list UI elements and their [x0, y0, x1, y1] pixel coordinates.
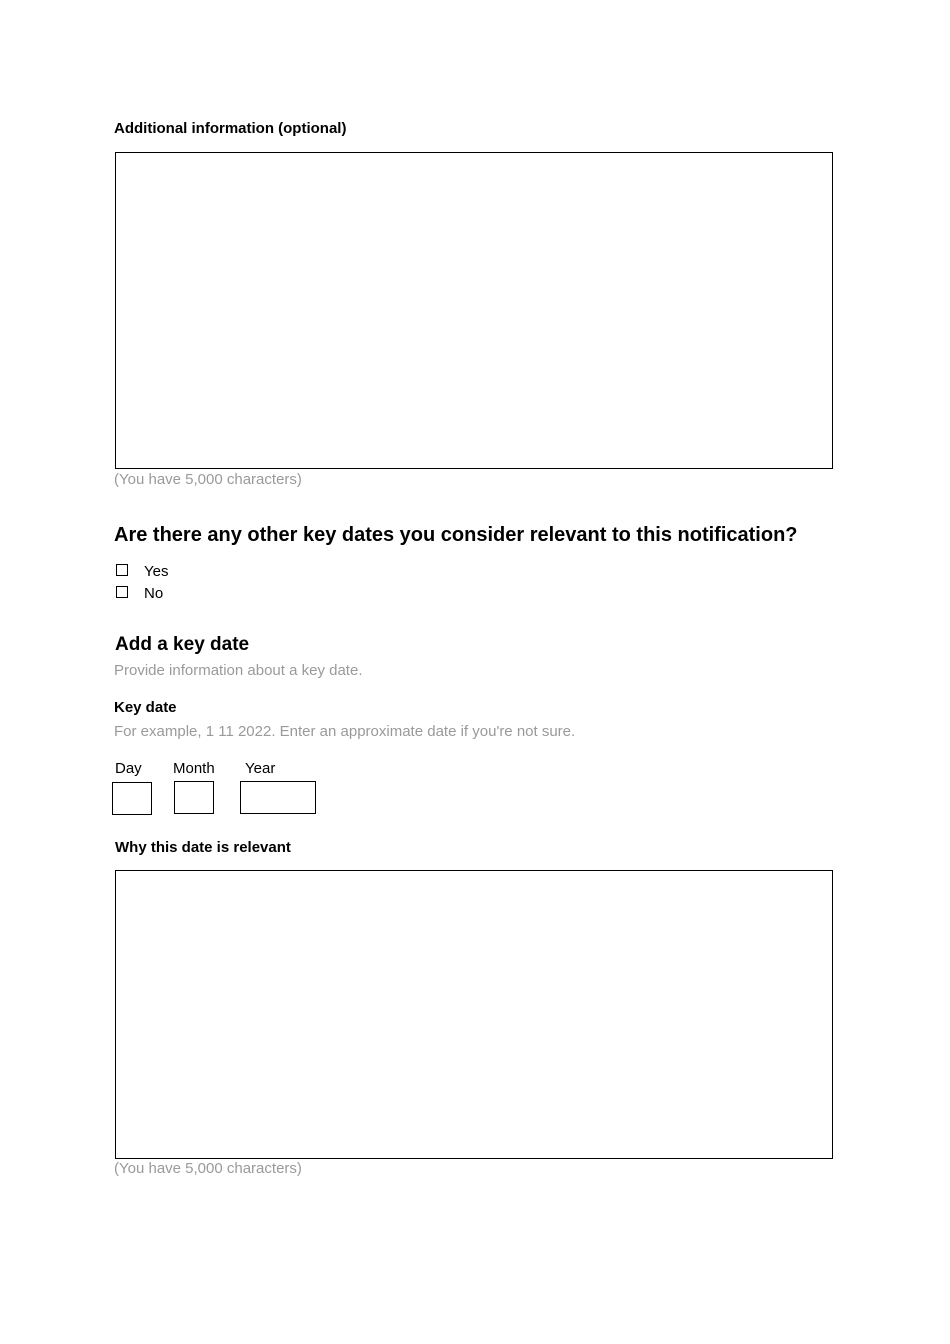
no-label: No — [144, 585, 164, 602]
year-label: Year — [245, 760, 276, 777]
day-input[interactable] — [112, 782, 152, 815]
month-input[interactable] — [174, 781, 214, 814]
no-checkbox[interactable] — [116, 586, 128, 598]
add-key-date-heading: Add a key date — [115, 634, 250, 655]
add-key-date-description: Provide information about a key date. — [114, 662, 363, 679]
key-dates-question: Are there any other key dates you consider relevant to this notification? — [114, 524, 798, 546]
key-date-label: Key date — [114, 699, 177, 716]
additional-info-label: Additional information (optional) — [114, 120, 347, 137]
key-date-hint: For example, 1 11 2022. Enter an approximate date if you're not sure. — [114, 723, 576, 740]
day-label: Day — [115, 760, 142, 777]
additional-info-char-count: (You have 5,000 characters) — [114, 471, 302, 488]
option-yes[interactable] — [116, 563, 196, 581]
additional-info-textarea[interactable] — [115, 152, 833, 469]
month-label: Month — [173, 760, 215, 777]
why-relevant-textarea[interactable] — [115, 870, 833, 1159]
year-input[interactable] — [240, 781, 316, 814]
yes-checkbox[interactable] — [116, 564, 128, 576]
why-relevant-label: Why this date is relevant — [115, 839, 291, 856]
yes-label: Yes — [144, 563, 169, 580]
why-relevant-char-count: (You have 5,000 characters) — [114, 1160, 302, 1177]
option-no[interactable] — [116, 585, 196, 603]
